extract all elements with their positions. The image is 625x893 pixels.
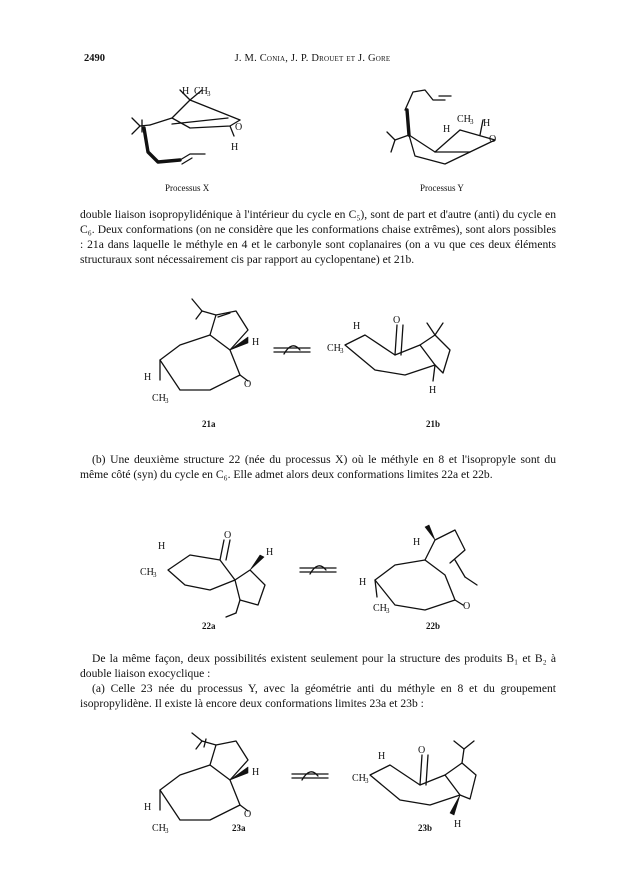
atom-h: H — [483, 118, 491, 129]
atom-ch3: CH — [194, 86, 208, 97]
atom-h: H — [443, 124, 451, 135]
paragraph-1-text: double liaison isopropylidénique à l'intérieur du cycle en C₅), sont de part et d'autre (anti) du cycle en C₆. Deux conformations (on ne considère que les conformations chaise extrêmes), sont alors possibles : 21a dans laquelle le méthyle en 4 et le carbonyle sont coplanaires (on a vu que ces deux éléments structuraux sont nécessairement cis par rapport au cyclopentane) et 21b. — [80, 208, 556, 266]
caption-23a: 23a — [232, 823, 246, 833]
equilibrium-arrow — [298, 560, 338, 580]
atom-h: H — [266, 547, 274, 558]
atom-sub3: 3 — [340, 347, 344, 355]
atom-o: O — [244, 809, 252, 820]
paragraph-2 — [80, 452, 556, 482]
caption-processus-y: Processus Y — [420, 183, 464, 193]
paragraph-3 — [80, 651, 556, 711]
structure-21a — [140, 305, 270, 415]
atom-o: O — [463, 601, 471, 612]
atom-o: O — [393, 315, 401, 326]
atom-sub3: 3 — [165, 397, 169, 405]
equilibrium-arrow — [272, 340, 312, 360]
atom-sub3: 3 — [470, 118, 474, 126]
paragraph-3-text: De la même façon, deux possibilités existent seulement pour la structure des produits B₁ et B₂ à double liaison exocyclique : — [80, 652, 556, 680]
atom-h: H — [252, 767, 260, 778]
atom-ch3: CH — [373, 603, 387, 614]
atom-o: O — [244, 379, 252, 390]
atom-h: H — [144, 802, 152, 813]
atom-h: H — [144, 372, 152, 383]
paragraph-1 — [80, 207, 556, 267]
atom-sub3: 3 — [207, 90, 211, 98]
atom-ch3: CH — [327, 343, 341, 354]
atom-sub3: 3 — [165, 827, 169, 835]
atom-ch3: CH — [152, 393, 166, 404]
atom-ch3: CH — [152, 823, 166, 834]
equilibrium-arrow — [290, 766, 330, 786]
structure-23a — [140, 735, 280, 840]
caption-23b: 23b — [418, 823, 433, 833]
atom-h: H — [182, 86, 190, 97]
atom-sub3: 3 — [386, 607, 390, 615]
atom-h: H — [231, 142, 239, 153]
atom-sub3: 3 — [153, 571, 157, 579]
atom-ch3: CH — [140, 567, 154, 578]
atom-o: O — [235, 122, 243, 133]
page-number: 2490 — [84, 53, 105, 64]
structure-22a — [140, 525, 290, 620]
caption-processus-x: Processus X — [165, 183, 210, 193]
figure-processus-y — [375, 80, 525, 180]
atom-h: H — [378, 751, 386, 762]
atom-o: O — [489, 134, 497, 145]
atom-h: H — [429, 385, 437, 396]
atom-h: H — [359, 577, 367, 588]
atom-ch3: CH — [352, 773, 366, 784]
atom-o: O — [418, 745, 426, 756]
atom-h: H — [413, 537, 421, 548]
atom-h: H — [158, 541, 166, 552]
paragraph-4-text: (a) Celle 23 née du processus Y, avec la géométrie anti du méthyle en 8 et du groupement isopropylidène. Il existe là encore deux conformations limites 23a et 23b : — [80, 682, 556, 710]
figure-processus-x — [110, 80, 270, 180]
caption-21b: 21b — [426, 419, 441, 429]
atom-ch3: CH — [457, 114, 471, 125]
structure-21b — [325, 305, 465, 415]
atom-o: O — [224, 530, 232, 541]
caption-22b: 22b — [426, 621, 441, 631]
running-header: J. M. Conia, J. P. Drouet et J. Gore — [234, 53, 391, 64]
atom-h: H — [454, 819, 462, 830]
structure-22b — [355, 505, 495, 620]
caption-21a: 21a — [202, 419, 216, 429]
atom-h: H — [252, 337, 260, 348]
caption-22a: 22a — [202, 621, 216, 631]
atom-sub3: 3 — [365, 777, 369, 785]
paragraph-2-text: (b) Une deuxième structure 22 (née du processus X) où le méthyle en 8 et l'isopropyle sont du même côté (syn) du cycle en C₆. Elle admet alors deux conformations limites 22a et 22b. — [80, 453, 556, 481]
atom-h: H — [353, 321, 361, 332]
